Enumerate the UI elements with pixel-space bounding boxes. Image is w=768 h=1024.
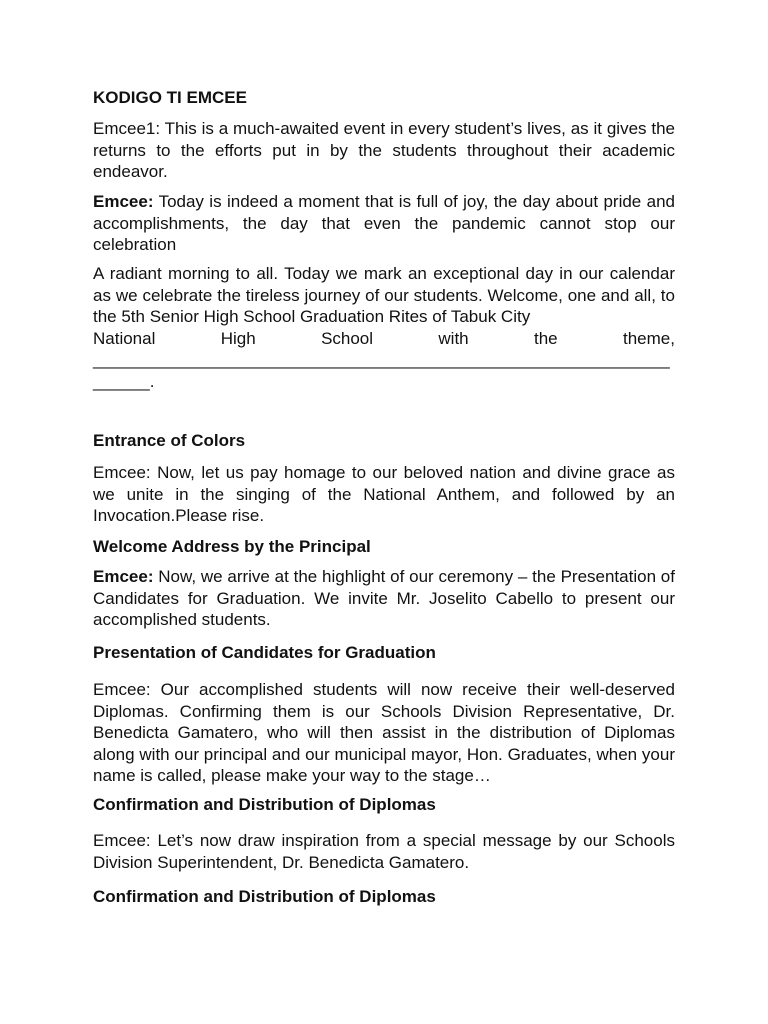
heading-confirmation-diplomas: Confirmation and Distribution of Diplomas xyxy=(93,795,436,814)
paragraph-special-message: Emcee: Let’s now draw inspiration from a special message by our Schools Division Superintendent, Dr. Benedicta Gamatero. xyxy=(93,831,675,872)
justified-line xyxy=(93,328,675,350)
paragraph-emcee-joy xyxy=(93,191,675,256)
heading-presentation-of-candidates: Presentation of Candidates for Graduation xyxy=(93,643,436,662)
paragraph-welcome xyxy=(93,263,675,392)
word: High xyxy=(220,328,256,348)
theme-blank-line-end: ______. xyxy=(93,371,155,391)
heading-entrance-of-colors: Entrance of Colors xyxy=(93,431,246,450)
paragraph-national-anthem: Emcee: Now, let us pay homage to our beloved nation and divine grace as we unite in the singing of the National Anthem, and followed by an Invocation.Please rise. xyxy=(93,463,675,525)
paragraph-text: Today is indeed a moment that is full of joy, the day about pride and accomplishments, the day that even the pandemic cannot stop our celebration xyxy=(93,192,675,254)
paragraph-text: Now, we arrive at the highlight of our ceremony – the Presentation of Candidates for Graduation. We invite Mr. Joselito Cabello to present our accomplished students. xyxy=(93,567,675,629)
word: the xyxy=(534,328,558,348)
speaker-label: Emcee: xyxy=(93,567,154,586)
heading-confirmation-diplomas-2: Confirmation and Distribution of Diplomas xyxy=(93,887,436,906)
word: School xyxy=(321,328,374,348)
paragraph-emcee1-intro: Emcee1: This is a much-awaited event in every student’s lives, as it gives the returns to the efforts put in by the students throughout their academic endeavor. xyxy=(93,119,675,181)
theme-blank-line: _____________________________________________________________ xyxy=(93,350,670,369)
word: National xyxy=(93,328,156,348)
word: theme, xyxy=(623,328,675,348)
speaker-label: Emcee: xyxy=(93,192,154,211)
paragraph-diplomas: Emcee: Our accomplished students will now receive their well-deserved Diplomas. Confirming them is our Schools Division Representative, Dr. Benedicta Gamatero, who will then assist in the distribution of Diplomas along with our principal and our municipal mayor, Hon. Graduates, when your name is called, please make your way to the stage… xyxy=(93,680,675,785)
document-title: KODIGO TI EMCEE xyxy=(93,88,247,107)
heading-welcome-address: Welcome Address by the Principal xyxy=(93,537,371,556)
paragraph-text: A radiant morning to all. Today we mark an exceptional day in our calendar as we celebrate the tireless journey of our students. Welcome, one and all, to the 5th Senior High School Graduation Rites of Tabuk City xyxy=(93,264,675,326)
paragraph-presentation-intro xyxy=(93,566,675,631)
word: with xyxy=(438,328,469,348)
